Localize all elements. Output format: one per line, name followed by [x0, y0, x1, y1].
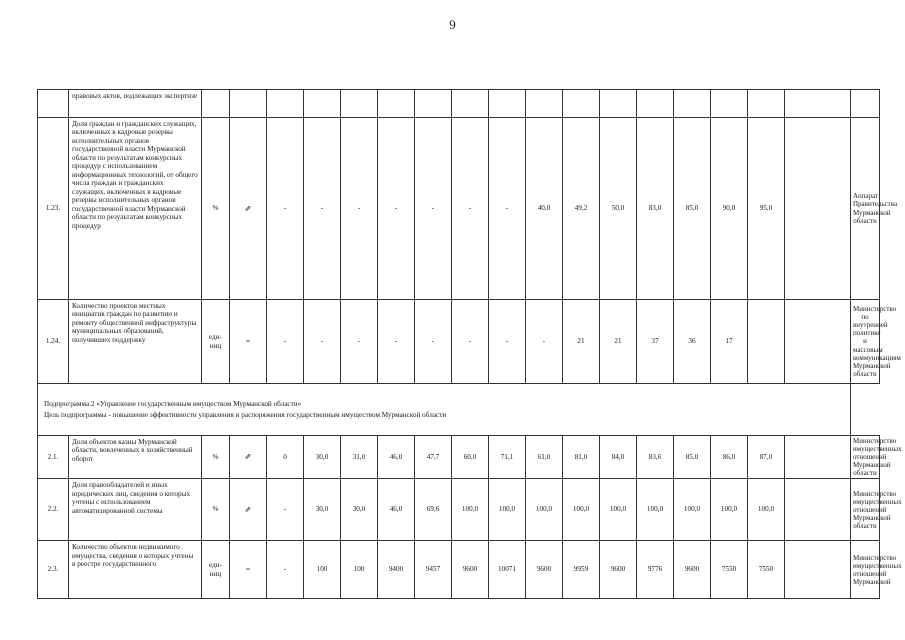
value-cell	[600, 90, 637, 118]
value-cell: 9600	[674, 541, 711, 599]
value-cell	[748, 90, 785, 118]
trend-sign-cell: =	[230, 300, 267, 384]
responsible-cell: Министерство имущественных отношений Мурманской области	[851, 479, 880, 541]
value-cell: 47,7	[415, 436, 452, 479]
value-cell: 9600	[452, 541, 489, 599]
table-row	[38, 300, 880, 384]
value-cell: 30,0	[341, 479, 378, 541]
value-cell: 85,0	[674, 118, 711, 300]
value-cell: 83,0	[637, 118, 674, 300]
value-cell	[711, 90, 748, 118]
value-cell	[785, 300, 851, 384]
value-cell: 9776	[637, 541, 674, 599]
value-cell: -	[267, 479, 304, 541]
trend-sign-cell: ⇗	[230, 118, 267, 300]
row-number-cell	[38, 90, 69, 118]
value-cell: -	[415, 300, 452, 384]
value-cell	[785, 541, 851, 599]
table-row	[38, 118, 880, 300]
table-row	[38, 384, 880, 436]
indicator-name-cell: Доля правообладателей и иных юридических лиц, сведения о которых учтены с использованием автоматизированной системы	[69, 479, 202, 541]
value-cell	[452, 90, 489, 118]
subprogram-header-cell	[38, 384, 851, 436]
value-cell: -	[452, 300, 489, 384]
value-cell: 60,0	[452, 436, 489, 479]
value-cell	[563, 90, 600, 118]
value-cell: 71,1	[489, 436, 526, 479]
value-cell: 9400	[378, 541, 415, 599]
value-cell: -	[489, 118, 526, 300]
value-cell	[378, 90, 415, 118]
value-cell	[785, 118, 851, 300]
value-cell: 85,0	[674, 436, 711, 479]
responsible-cell	[851, 90, 880, 118]
trend-sign-cell: ⇗	[230, 479, 267, 541]
value-cell	[785, 436, 851, 479]
table-row	[38, 90, 880, 118]
value-cell: 9600	[600, 541, 637, 599]
value-cell: 36	[674, 300, 711, 384]
value-cell: 31,0	[341, 436, 378, 479]
value-cell: 9959	[563, 541, 600, 599]
value-cell: 17	[711, 300, 748, 384]
value-cell: -	[378, 300, 415, 384]
value-cell: 100,0	[526, 479, 563, 541]
value-cell: -	[415, 118, 452, 300]
value-cell	[341, 90, 378, 118]
value-cell: -	[304, 118, 341, 300]
value-cell: 69,6	[415, 479, 452, 541]
table-row	[38, 436, 880, 479]
indicator-name-cell: правовых актов, подлежащих экспертизе	[69, 90, 202, 118]
subprogram-goal: Цель подпрограммы - повышение эффективности управления и распоряжения государственным имуществом Мурманской области	[44, 410, 447, 419]
value-cell: -	[452, 118, 489, 300]
row-number-cell: 1.23.	[38, 118, 69, 300]
value-cell: 21	[600, 300, 637, 384]
value-cell: 7550	[711, 541, 748, 599]
value-cell: 100,0	[637, 479, 674, 541]
value-cell: 100,0	[600, 479, 637, 541]
value-cell: 100	[341, 541, 378, 599]
unit-cell: %	[202, 479, 230, 541]
value-cell: 7550	[748, 541, 785, 599]
value-cell: 95,0	[748, 118, 785, 300]
row-number-cell: 2.2.	[38, 479, 69, 541]
value-cell: 9600	[526, 541, 563, 599]
value-cell: 30,0	[304, 436, 341, 479]
indicator-name-cell: Количество объектов недвижимого имущества, сведения о которых учтены в реестре государственного	[69, 541, 202, 599]
value-cell	[748, 300, 785, 384]
value-cell: -	[378, 118, 415, 300]
indicator-name-cell: Доля объектов казны Мурманской области, вовлеченных в хозяйственный оборот	[69, 436, 202, 479]
unit-cell	[202, 90, 230, 118]
value-cell: 100,0	[452, 479, 489, 541]
value-cell	[674, 90, 711, 118]
value-cell: 0	[267, 436, 304, 479]
unit-cell: %	[202, 436, 230, 479]
value-cell	[526, 90, 563, 118]
value-cell: 46,0	[378, 436, 415, 479]
value-cell: -	[489, 300, 526, 384]
responsible-cell: Аппарат Правительства Мурманской области	[851, 118, 880, 300]
value-cell	[489, 90, 526, 118]
value-cell: 84,0	[600, 436, 637, 479]
value-cell: 86,0	[711, 436, 748, 479]
subprogram-title: Подпрограмма 2 «Управление государственным имуществом Мурманской области»	[44, 400, 302, 409]
trend-sign-cell: ⇗	[230, 436, 267, 479]
table-row	[38, 479, 880, 541]
value-cell: -	[526, 300, 563, 384]
value-cell: -	[267, 118, 304, 300]
indicator-name-cell: Количество проектов местных инициатив граждан по развитию и ремонту общественной инфраструктуры муниципальных образований, получивших поддержку	[69, 300, 202, 384]
responsible-cell: Министерство по внутренней политике и массовым коммуникациям Мурманской области	[851, 300, 880, 384]
value-cell	[304, 90, 341, 118]
value-cell: 50,0	[600, 118, 637, 300]
value-cell: 30,0	[304, 479, 341, 541]
value-cell: -	[267, 541, 304, 599]
value-cell: 81,0	[563, 436, 600, 479]
row-number-cell: 1.24.	[38, 300, 69, 384]
table-row	[38, 541, 880, 599]
unit-cell: еди-ниц	[202, 541, 230, 599]
value-cell: 90,0	[711, 118, 748, 300]
value-cell	[267, 90, 304, 118]
value-cell: 61,0	[526, 436, 563, 479]
value-cell: 100,0	[674, 479, 711, 541]
responsible-cell: Министерство имущественных отношений Мурманской	[851, 541, 880, 599]
trend-sign-cell: =	[230, 541, 267, 599]
value-cell: 100,0	[489, 479, 526, 541]
value-cell	[415, 90, 452, 118]
trend-sign-cell	[230, 90, 267, 118]
value-cell: 100	[304, 541, 341, 599]
value-cell: 100,0	[711, 479, 748, 541]
value-cell: 100,0	[563, 479, 600, 541]
value-cell: 83,6	[637, 436, 674, 479]
responsible-cell: Министерство имущественных отношений Мурманской области	[851, 436, 880, 479]
value-cell: -	[341, 118, 378, 300]
value-cell: -	[304, 300, 341, 384]
value-cell: -	[341, 300, 378, 384]
value-cell	[637, 90, 674, 118]
value-cell: 21	[563, 300, 600, 384]
indicators-table	[37, 89, 902, 599]
page-number: 9	[449, 17, 456, 32]
value-cell	[785, 90, 851, 118]
row-number-cell: 2.1.	[38, 436, 69, 479]
unit-cell: еди-ниц	[202, 300, 230, 384]
row-number-cell: 2.3.	[38, 541, 69, 599]
unit-cell: %	[202, 118, 230, 300]
value-cell: 10071	[489, 541, 526, 599]
value-cell: 46,0	[378, 479, 415, 541]
value-cell	[785, 479, 851, 541]
value-cell: -	[267, 300, 304, 384]
value-cell: 40,0	[526, 118, 563, 300]
value-cell: 87,0	[748, 436, 785, 479]
value-cell: 49,2	[563, 118, 600, 300]
indicator-name-cell: Доля граждан и гражданских служащих, включенных в кадровые резервы исполнительных органов государственной власти Мурманской области по результатам конкурсных процедур с использованием информационных технологий, от общего числа граждан и гражданских служащих, включенных в кадровые резервы исполнительных органов государственной власти Мурманской области по результатам конкурсных процедур	[69, 118, 202, 300]
value-cell: 9457	[415, 541, 452, 599]
value-cell: 100,0	[748, 479, 785, 541]
value-cell: 37	[637, 300, 674, 384]
